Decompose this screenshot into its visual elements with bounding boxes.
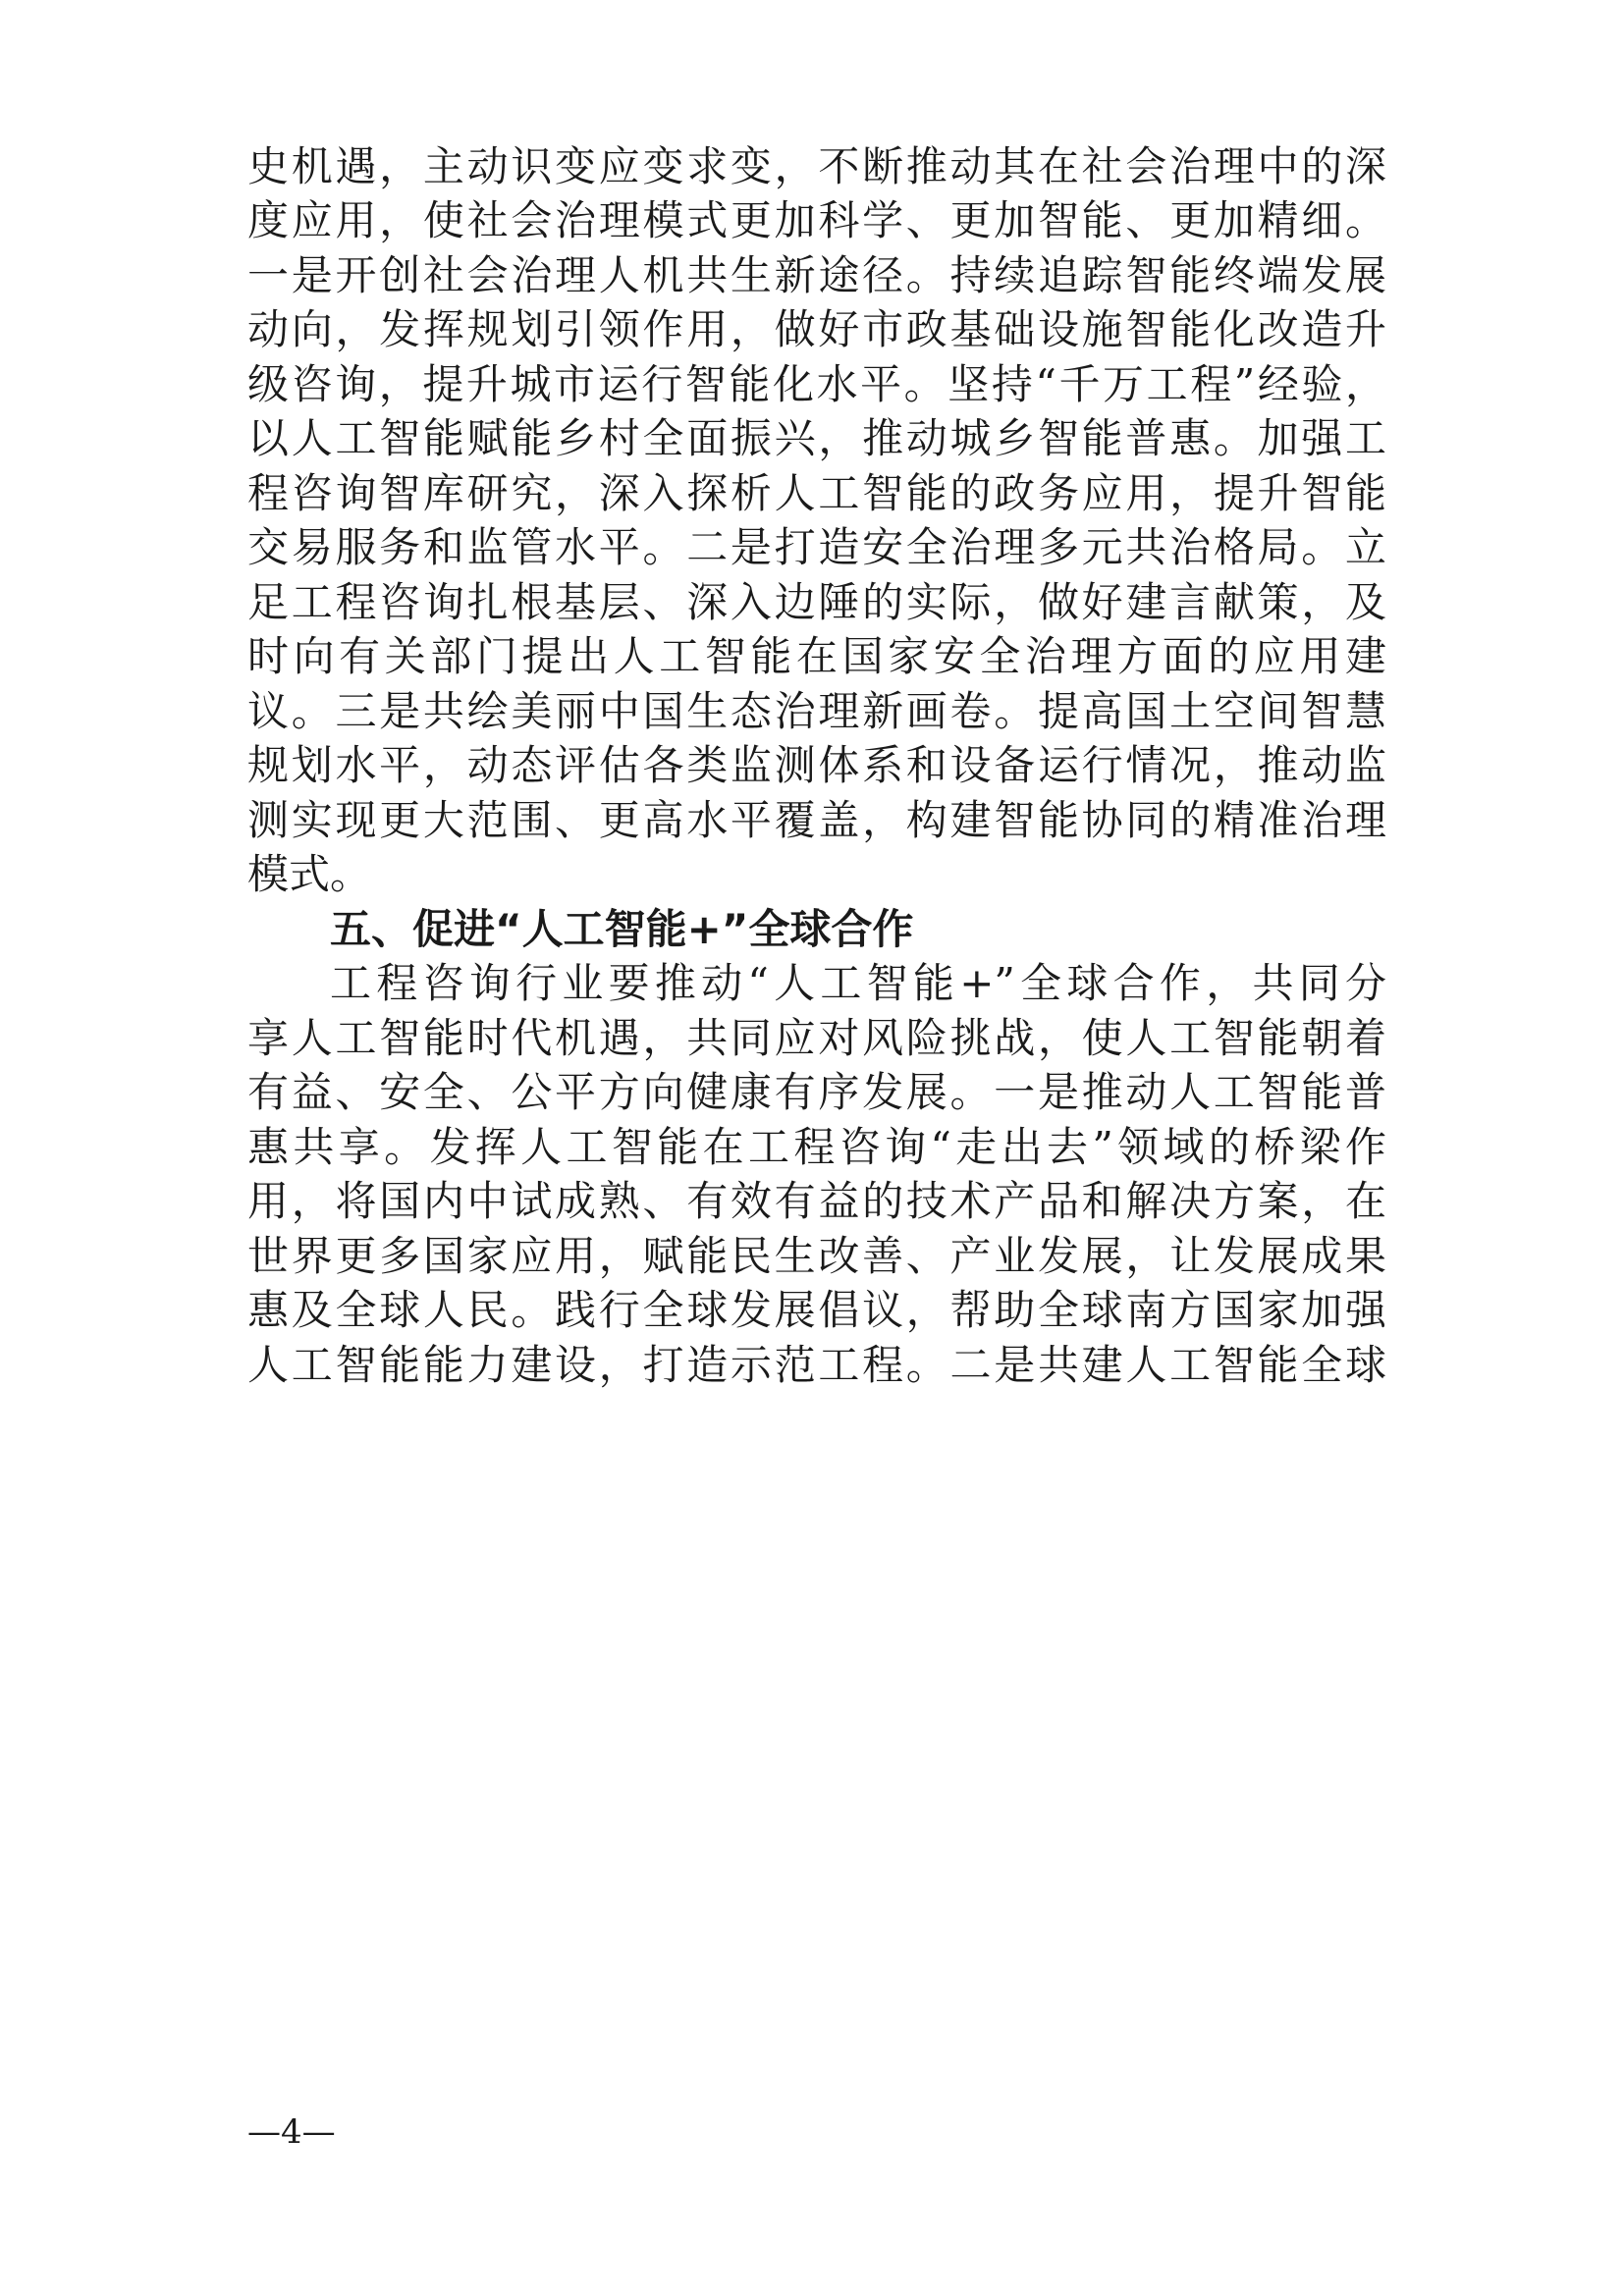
text-line: 程咨询智库研究，深入探析人工智能的政务应用，提升智能 [247,469,1386,517]
text-line: 享人工智能时代机遇，共同应对风险挑战，使人工智能朝着 [247,1014,1386,1062]
text-line: 足工程咨询扎根基层、深入边陲的实际，做好建言献策，及 [247,578,1386,626]
text-line: 世界更多国家应用，赋能民生改善、产业发展，让发展成果 [247,1232,1386,1280]
text-line: 用，将国内中试成熟、有效有益的技术产品和解决方案，在 [247,1177,1386,1225]
text-line: 测实现更大范围、更高水平覆盖，构建智能协同的精准治理 [247,796,1386,844]
text-line: 惠共享。发挥人工智能在工程咨询“走出去”领域的桥梁作 [247,1123,1386,1171]
section-heading: 五、促进“人工智能+”全球合作 [330,905,914,953]
text-line: 以人工智能赋能乡村全面振兴，推动城乡智能普惠。加强工 [247,414,1386,462]
page-number: —4— [247,2112,336,2152]
text-line: 史机遇，主动识变应变求变，不断推动其在社会治理中的深 [247,142,1386,190]
text-line: 规划水平，动态评估各类监测体系和设备运行情况，推动监 [247,741,1386,789]
text-line: 动向，发挥规划引领作用，做好市政基础设施智能化改造升 [247,305,1386,353]
text-line: 有益、安全、公平方向健康有序发展。一是推动人工智能普 [247,1068,1386,1116]
text-line: 度应用，使社会治理模式更加科学、更加智能、更加精细。 [247,196,1386,244]
text-line: 交易服务和监管水平。二是打造安全治理多元共治格局。立 [247,523,1386,571]
text-line: 议。三是共绘美丽中国生态治理新画卷。提高国土空间智慧 [247,687,1386,735]
text-line: 人工智能能力建设，打造示范工程。二是共建人工智能全球 [247,1341,1386,1389]
text-line: 时向有关部门提出人工智能在国家安全治理方面的应用建 [247,632,1386,680]
text-line: 工程咨询行业要推动“人工智能+”全球合作，共同分 [330,959,1386,1007]
text-line: 模式。 [247,850,372,898]
text-line: 惠及全球人民。践行全球发展倡议，帮助全球南方国家加强 [247,1286,1386,1334]
text-line: 一是开创社会治理人机共生新途径。持续追踪智能终端发展 [247,251,1386,299]
text-line: 级咨询，提升城市运行智能化水平。坚持“千万工程”经验， [247,360,1386,408]
